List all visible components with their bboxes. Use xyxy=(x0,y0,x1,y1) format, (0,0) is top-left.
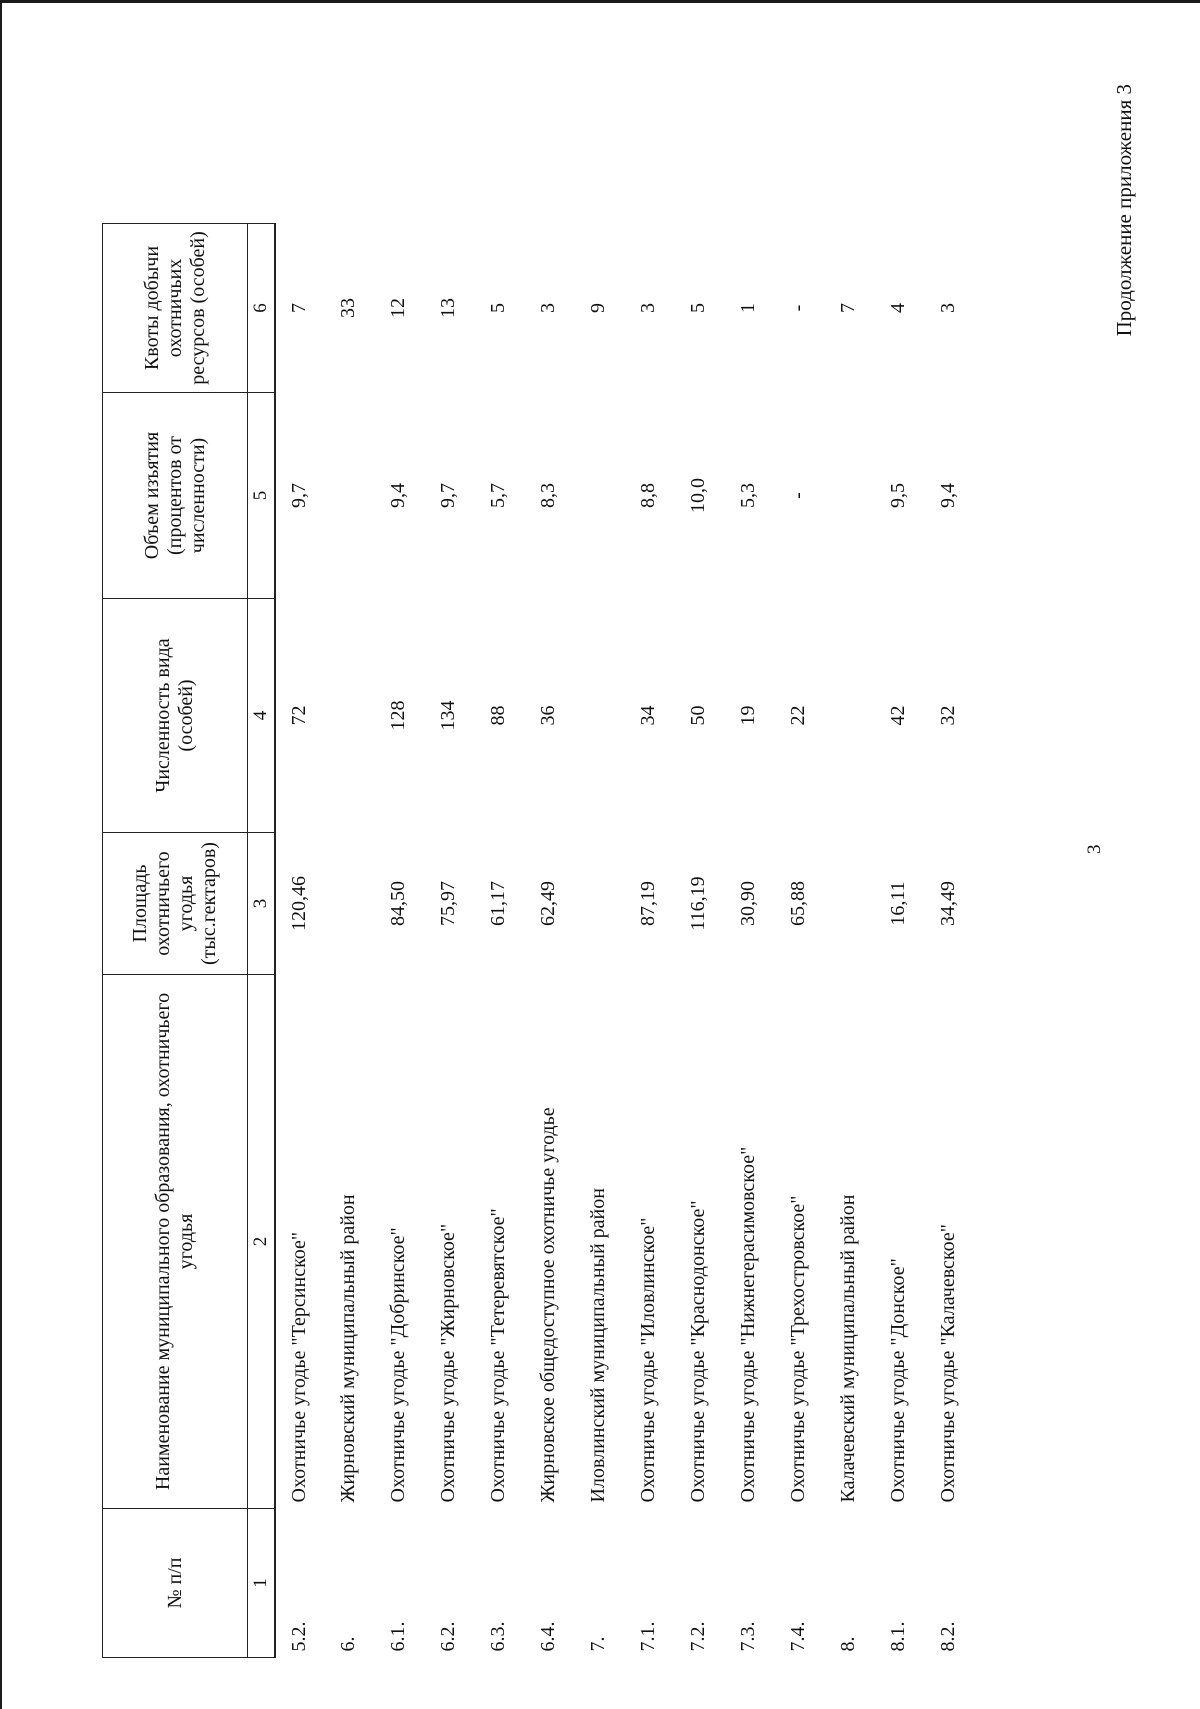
row-quota: 7 xyxy=(288,303,310,313)
appendix-caption: Продолжение приложения 3 xyxy=(1112,84,1136,337)
row-count xyxy=(825,599,875,833)
row-count xyxy=(575,599,625,833)
row-number: 7.2. xyxy=(687,1621,709,1652)
row-quota: 9 xyxy=(587,303,609,313)
row-area: 65,88 xyxy=(787,881,809,926)
table-row xyxy=(875,224,925,1658)
row-name: Охотничье угодье "Калачевское" xyxy=(937,1224,959,1503)
row-quota: 5 xyxy=(687,303,709,313)
row-count: 36 xyxy=(537,705,559,726)
row-name: Калачевский муниципальный район xyxy=(837,1194,859,1503)
row-area: 116,19 xyxy=(687,876,709,931)
row-count: 72 xyxy=(288,705,310,726)
table-header-row xyxy=(103,224,248,1658)
column-number-2: 2 xyxy=(248,975,276,1509)
row-name: Охотничье угодье "Краснодонское" xyxy=(687,1200,709,1503)
row-percent: 5,3 xyxy=(737,483,759,508)
row-name: Жирновское общедоступное охотничье угодье xyxy=(537,1107,559,1503)
header-percent: Объем изъятия (процентов от численности) xyxy=(103,393,248,599)
table-row xyxy=(925,224,975,1658)
table-row xyxy=(375,224,425,1658)
header-count: Численность вида (особей) xyxy=(103,599,248,833)
row-quota: 7 xyxy=(837,303,859,313)
table-row xyxy=(275,224,325,1658)
row-name: Охотничье угодье "Жирновское" xyxy=(437,1223,459,1503)
row-count: 128 xyxy=(387,700,409,731)
row-name: Охотничье угодье "Тетеревятское" xyxy=(487,1208,509,1503)
row-quota: 12 xyxy=(387,298,409,318)
column-number-6: 6 xyxy=(248,224,276,393)
table-row xyxy=(425,224,475,1658)
table-row xyxy=(825,224,875,1658)
row-area: 62,49 xyxy=(537,881,559,926)
table-row xyxy=(575,224,625,1658)
row-percent: 9,5 xyxy=(887,483,909,508)
quota-table xyxy=(102,223,975,1658)
row-number: 8. xyxy=(837,1636,859,1652)
row-number: 8.2. xyxy=(937,1621,959,1652)
table-row xyxy=(675,224,725,1658)
row-quota: 3 xyxy=(637,303,659,313)
row-count: 134 xyxy=(437,700,459,731)
row-count: 22 xyxy=(787,705,809,726)
row-percent xyxy=(575,393,625,599)
row-count: 32 xyxy=(937,705,959,726)
table-row xyxy=(325,224,375,1658)
table-container xyxy=(102,223,975,1658)
header-quota: Квоты добычи охотничьих ресурсов (особей) xyxy=(103,224,248,393)
row-percent: 8,8 xyxy=(637,483,659,508)
row-name: Охотничье угодье "Добринское" xyxy=(387,1227,409,1503)
column-number-4: 4 xyxy=(248,599,276,833)
row-name: Охотничье угодье "Иловлинское" xyxy=(637,1217,659,1503)
row-percent: 9,7 xyxy=(288,483,310,508)
row-number: 7. xyxy=(587,1636,609,1652)
row-number: 6.4. xyxy=(537,1621,559,1652)
row-quota: 3 xyxy=(937,303,959,313)
header-name: Наименование муниципального образования, охотничьего угодья xyxy=(103,975,248,1509)
row-area: 61,17 xyxy=(487,881,509,926)
row-name: Охотничье угодье "Терсинское" xyxy=(288,1231,310,1503)
row-percent: - xyxy=(787,492,809,499)
row-percent xyxy=(825,393,875,599)
row-quota: 4 xyxy=(887,303,909,313)
row-percent: 9,4 xyxy=(937,483,959,508)
row-count: 19 xyxy=(737,705,759,726)
row-percent: 8,3 xyxy=(537,483,559,508)
table-column-numbers-row xyxy=(248,224,276,1658)
row-number: 6.3. xyxy=(487,1621,509,1652)
header-number: № п/п xyxy=(103,1509,248,1658)
row-area xyxy=(575,833,625,975)
table-row xyxy=(775,224,825,1658)
row-name: Жирновский муниципальный район xyxy=(337,1194,359,1503)
row-quota: 33 xyxy=(337,298,359,318)
row-number: 5.2. xyxy=(288,1621,310,1652)
row-name: Охотничье угодье "Донское" xyxy=(887,1258,909,1503)
row-area: 75,97 xyxy=(437,881,459,926)
row-number: 6. xyxy=(337,1636,359,1652)
row-area xyxy=(325,833,375,975)
table-row xyxy=(475,224,525,1658)
row-number: 7.1. xyxy=(637,1621,659,1652)
row-count xyxy=(325,599,375,833)
row-area: 120,46 xyxy=(288,876,310,931)
row-percent: 5,7 xyxy=(487,483,509,508)
header-area: Площадь охотничьего угодья (тыс.гектаров) xyxy=(103,833,248,975)
row-number: 6.1. xyxy=(387,1621,409,1652)
row-number: 8.1. xyxy=(887,1621,909,1652)
column-number-5: 5 xyxy=(248,393,276,599)
row-number: 6.2. xyxy=(437,1621,459,1652)
row-count: 88 xyxy=(487,705,509,726)
row-number: 7.4. xyxy=(787,1621,809,1652)
page-number: 3 xyxy=(1084,844,1105,854)
row-area: 87,19 xyxy=(637,881,659,926)
row-percent: 9,7 xyxy=(437,483,459,508)
table-row xyxy=(725,224,775,1658)
row-name: Охотничье угодье "Трехостровское" xyxy=(787,1195,809,1503)
row-area: 16,11 xyxy=(887,881,909,926)
row-quota: 13 xyxy=(437,298,459,318)
row-percent xyxy=(325,393,375,599)
row-quota: - xyxy=(787,304,809,312)
row-quota: 1 xyxy=(737,303,759,313)
row-percent: 10,0 xyxy=(687,478,709,513)
row-percent: 9,4 xyxy=(387,483,409,508)
row-area: 84,50 xyxy=(387,881,409,926)
row-area xyxy=(825,833,875,975)
row-area: 30,90 xyxy=(737,881,759,926)
row-count: 42 xyxy=(887,705,909,726)
column-number-1: 1 xyxy=(248,1509,276,1658)
table-row xyxy=(625,224,675,1658)
row-quota: 3 xyxy=(537,303,559,313)
column-number-3: 3 xyxy=(248,833,276,975)
table-row xyxy=(525,224,575,1658)
row-area: 34,49 xyxy=(937,881,959,926)
row-name: Охотничье угодье "Нижнегерасимовское" xyxy=(737,1146,759,1503)
row-count: 50 xyxy=(687,705,709,726)
row-number: 7.3. xyxy=(737,1621,759,1652)
row-name: Иловлинский муниципальный район xyxy=(587,1188,609,1503)
row-count: 34 xyxy=(637,705,659,726)
row-quota: 5 xyxy=(487,303,509,313)
